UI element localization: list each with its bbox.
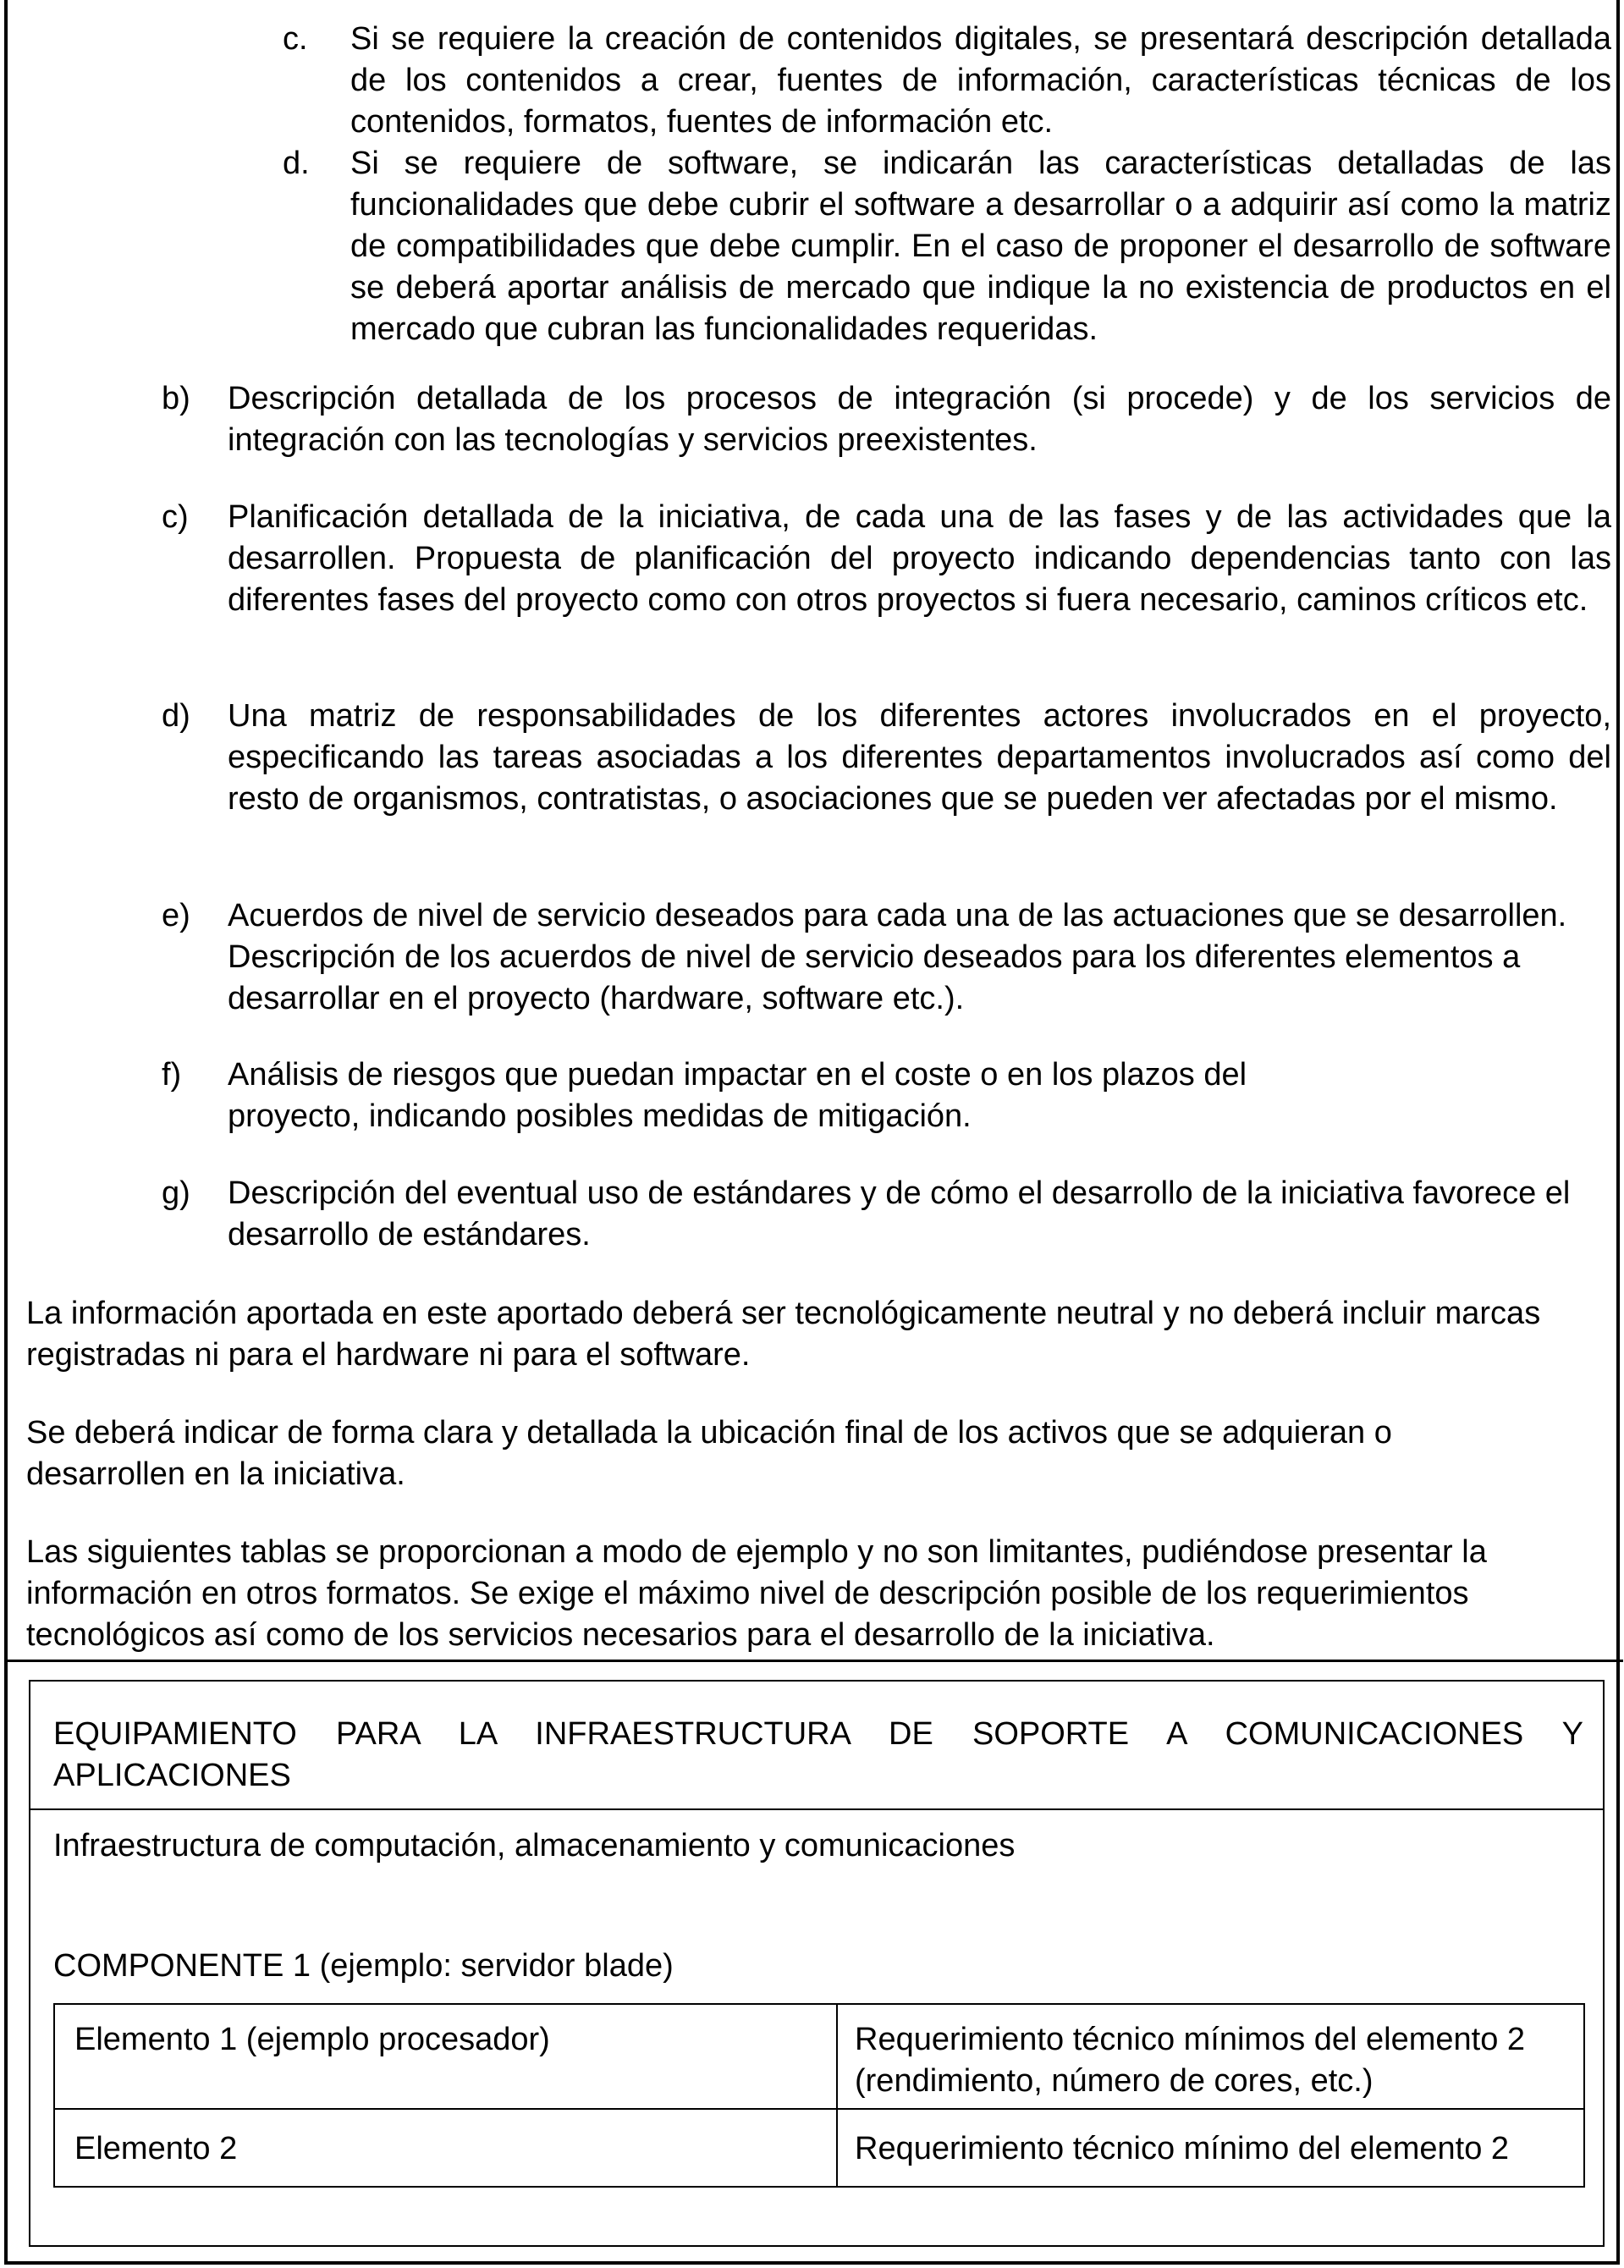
- paragraph: La información aportada en este aportado deberá ser tecnológicamente neutral y no deberá incluir marcas registradas ni para el hardware ni para el software.: [26, 1296, 1541, 1373]
- document-body: [8, 0, 1623, 1660]
- list-item-text: Descripción detallada de los procesos de integración (si procede) y de los servicios de integración con las tecnologías y servicios preexistentes.: [228, 381, 1611, 458]
- list-item-label: f): [162, 1057, 182, 1093]
- list-item-label: d.: [283, 146, 310, 181]
- requirement-cell: Requerimiento técnico mínimo del elemento 2: [855, 2131, 1510, 2166]
- table-row: [55, 2005, 1583, 2110]
- component-title: COMPONENTE 1 (ejemplo: servidor blade): [53, 1948, 674, 1984]
- component-table: [53, 2003, 1585, 2188]
- list-item-text: Si se requiere de software, se indicarán las características detalladas de las funcionalidades que debe cubrir el software a desarrollar o a adquirir así como la matriz de compatibilidades que debe cumplir. En el caso de proponer el desarrollo de software se deberá aportar análisis de mercado que indique la no existencia de productos en el mercado que cubran las funcionalidades requeridas.: [350, 146, 1611, 347]
- element-cell: Elemento 1 (ejemplo procesador): [74, 2022, 550, 2057]
- list-item-label: e): [162, 898, 190, 933]
- table-subtitle: Infraestructura de computación, almacenamiento y comunicaciones: [53, 1828, 1016, 1863]
- list-item-label: c): [162, 499, 189, 535]
- list-item-label: d): [162, 698, 190, 734]
- list-item-text: Una matriz de responsabilidades de los diferentes actores involucrados en el proyecto, especificando las tareas asociadas a los diferentes departamentos involucrados así como del resto de organismos, contratistas, o asociaciones que se pueden ver afectadas por el mismo.: [228, 698, 1611, 817]
- requirement-cell: Requerimiento técnico mínimos del elemento 2 (rendimiento, número de cores, etc.): [855, 2022, 1526, 2099]
- table-row: [55, 2110, 1583, 2188]
- list-item-text: Análisis de riesgos que puedan impactar en el coste o en los plazos del proyecto, indicando posibles medidas de mitigación.: [228, 1057, 1247, 1134]
- column-divider: [836, 2005, 838, 2186]
- element-cell: Elemento 2: [74, 2131, 238, 2166]
- paragraph: Las siguientes tablas se proporcionan a modo de ejemplo y no son limitantes, pudiéndose presentar la información en otros formatos. Se exige el máximo nivel de descripción posible de los requerimientos tecnológicos así como de los servicios necesarios para el desarrollo de la iniciativa.: [26, 1534, 1487, 1653]
- paragraph: Se deberá indicar de forma clara y detallada la ubicación final de los activos que se adquieran o desarrollen en la iniciativa.: [26, 1415, 1392, 1492]
- list-item-label: g): [162, 1175, 190, 1211]
- equipment-table: [29, 1680, 1605, 2247]
- list-item-text: Acuerdos de nivel de servicio deseados para cada una de las actuaciones que se desarrollen. Descripción de los acuerdos de nivel de servicio deseados para los diferentes elementos a desarrollar en el proyecto (hardware, software etc.).: [228, 898, 1567, 1016]
- list-item-label: c.: [283, 21, 308, 57]
- document-frame: [4, 0, 1620, 2265]
- table-header: EQUIPAMIENTO PARA LA INFRAESTRUCTURA DE SOPORTE A COMUNICACIONES Y APLICACIONES: [53, 1716, 1583, 1793]
- list-item-text: Descripción del eventual uso de estándares y de cómo el desarrollo de la iniciativa favorece el desarrollo de estándares.: [228, 1175, 1571, 1252]
- section-divider: [8, 1660, 1623, 1662]
- list-item-label: b): [162, 381, 190, 416]
- list-item-text: Si se requiere la creación de contenidos digitales, se presentará descripción detallada de los contenidos a crear, fuentes de información, características técnicas de los contenidos, formatos, fuentes de información etc.: [350, 21, 1611, 140]
- table-header-cell: [30, 1682, 1603, 1810]
- list-item-text: Planificación detallada de la iniciativa, de cada una de las fases y de las actividades que la desarrollen. Propuesta de planificación del proyecto indicando dependencias tanto con las diferentes fases del proyecto como con otros proyectos si fuera necesario, caminos críticos etc.: [228, 499, 1611, 618]
